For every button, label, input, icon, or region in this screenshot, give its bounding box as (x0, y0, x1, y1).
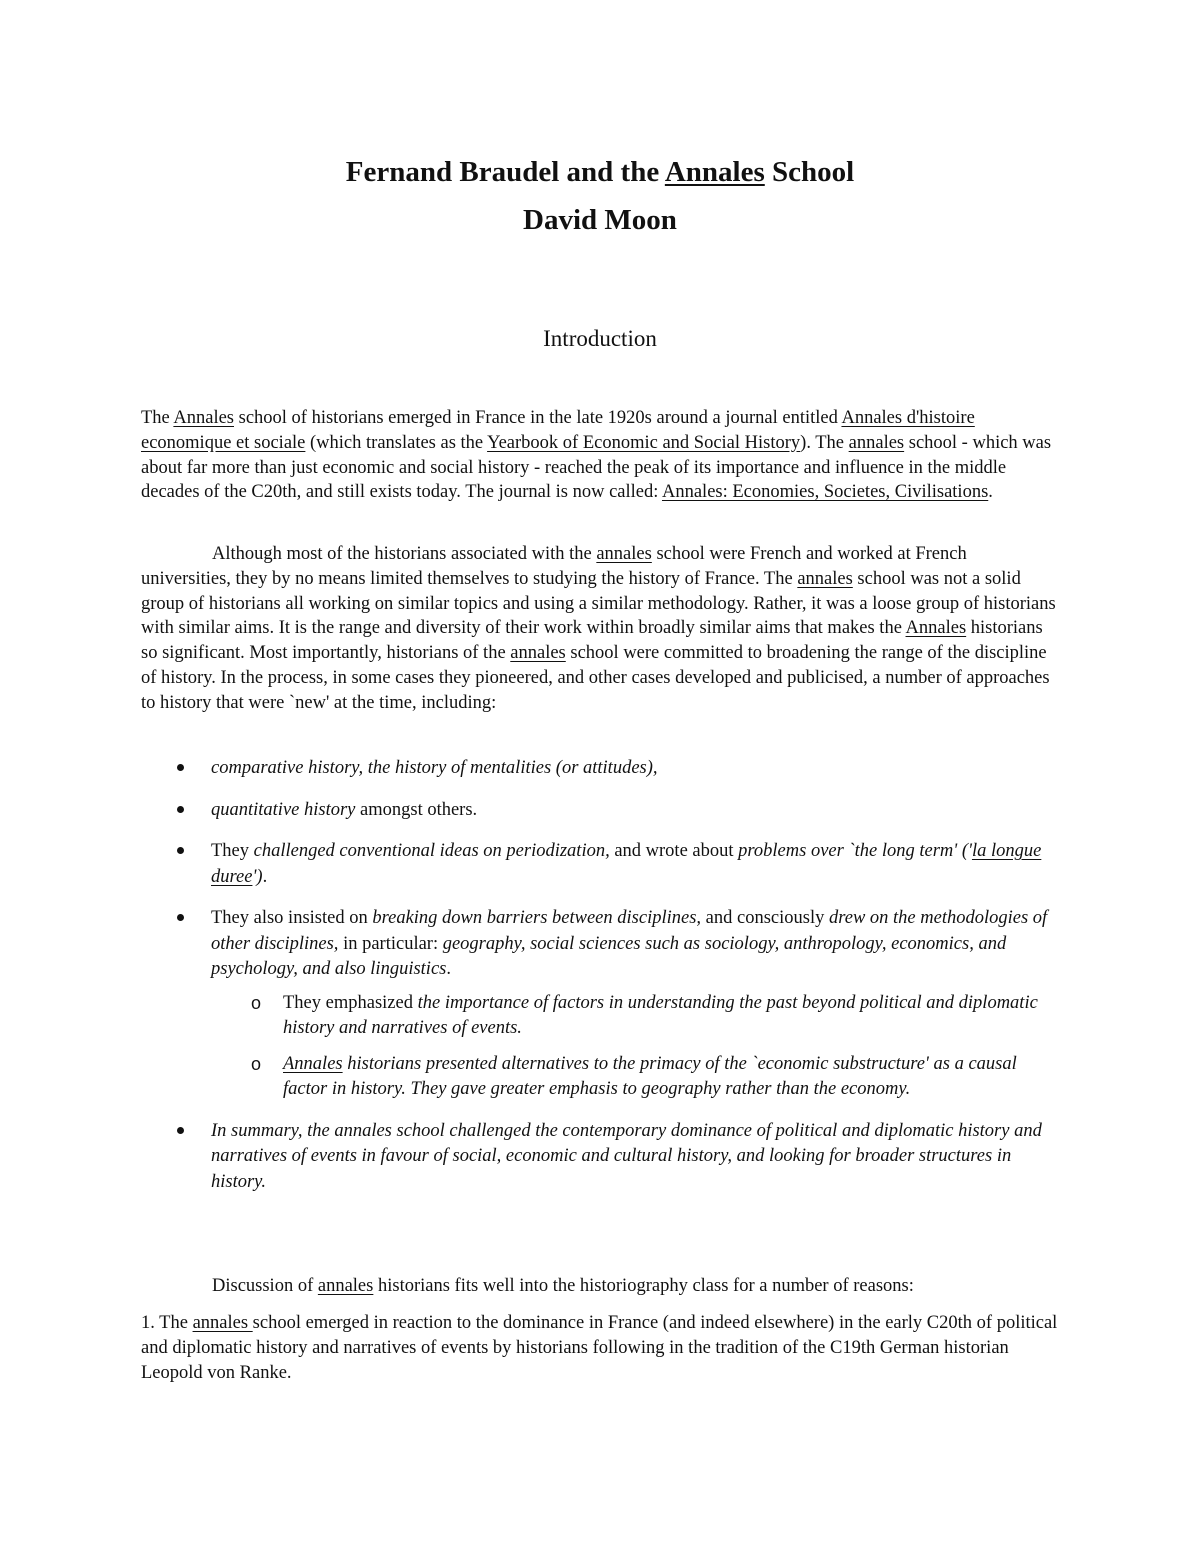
document-author: David Moon (523, 204, 677, 236)
text-run: school were committed to broadening the range of the discipline of history. In the process, in some cases they pioneered, and other cases developed and publicised, a number of approaches to history that were `new' at the time, including: (141, 643, 1050, 713)
text-run: and wrote about (609, 841, 739, 861)
underlined-term: annales (848, 432, 905, 453)
title-text: Fernand Braudel and the (345, 156, 665, 188)
sub-bullet-item (211, 1052, 1061, 1103)
bullet-item (141, 1119, 1061, 1196)
italic-text: problems over `the long term' (' (738, 841, 972, 861)
text-run: school were French and worked at French universities, they by no means limited themselves to studying the history of France. The (141, 544, 967, 589)
text-run: Although most of the historians associated with the (212, 544, 597, 564)
underlined-term: annales (510, 643, 566, 664)
italic-text: drew on the methodologies of other disciplines, (211, 908, 1048, 954)
text-run: amongst others. (355, 799, 478, 820)
text-run: They emphasized (283, 992, 418, 1013)
text-run: ). The (800, 432, 849, 453)
italic-text: breaking down barriers between disciplines, (372, 908, 702, 928)
italic-text: historians presented alternatives to the primacy of the `economic substructure' as a causal factor in history. They gave greater emphasis to geography rather than the economy. (283, 1053, 1017, 1099)
underlined-journal-current-title: Annales: Economies, Societes, Civilisations (661, 482, 989, 503)
bullet-item (141, 839, 1061, 890)
italic-text: geography, social sciences such as sociology, anthropology, economics, and psychology, and also linguistics (211, 933, 1007, 979)
underlined-term: annales (797, 568, 853, 589)
text-run: in particular: (338, 933, 443, 954)
underlined-term: annales (192, 1313, 253, 1333)
text-run: and consciously (701, 908, 829, 928)
italic-text: ') (252, 866, 263, 887)
italic-text: challenged conventional ideas on periodization, (253, 841, 610, 861)
italic-text: comparative history, the history of mentalities (or attitudes), (211, 758, 658, 778)
title-text-end: School (764, 156, 855, 188)
bullet-item (141, 906, 1061, 1103)
text-run: . (262, 866, 268, 887)
italic-text: In summary, the annales school challenged the contemporary dominance of political and diplomatic history and narratives of events in favour of social, economic and cultural history, and looking for broader structures in history. (211, 1120, 1042, 1192)
underlined-term: annales (317, 1276, 374, 1296)
underlined-journal-title: Annales d'histoire economique et sociale (141, 408, 975, 453)
text-run: They also insisted on (211, 908, 373, 928)
sub-bullet-item (211, 991, 1061, 1042)
underlined-term: Annales (173, 408, 234, 428)
underlined-term: Annales (905, 618, 967, 639)
title-annales-underlined: Annales (664, 156, 765, 188)
paragraph-discussion (141, 1274, 1061, 1299)
bullet-item (141, 756, 1061, 782)
text-run: school of historians emerged in France in the late 1920s around a journal entitled (234, 408, 842, 428)
sub-bullet-list (211, 991, 1061, 1103)
underlined-italic-term: la longue duree (211, 841, 1042, 887)
text-run: 1. The (141, 1313, 193, 1333)
section-heading: Introduction (543, 326, 657, 351)
paragraph-intro (141, 406, 1061, 505)
text-run: school - which was about far more than just economic and social history - reached the peak of its importance and influence in the middle decades of the C20th, and still exists today. The journal is now called: (141, 432, 1052, 503)
italic-text: quantitative history (211, 799, 356, 820)
text-run: school was not a solid group of historians all working on similar topics and using a similar methodology. Rather, it was a loose group of historians with similar aims. It is the range and diversity of their work within broadly similar aims that makes the (141, 568, 1056, 639)
italic-text: the importance of factors in understanding the past beyond political and diplomatic history and narratives of events. (283, 992, 1038, 1038)
underlined-term: annales (596, 544, 652, 564)
text-run: . (988, 482, 993, 503)
document-title (0, 155, 1200, 189)
text-run: The (141, 408, 174, 428)
text-run: historians so significant. Most importantly, historians of the (141, 618, 1043, 664)
text-run: Discussion of (212, 1276, 318, 1296)
bullet-item (141, 798, 1061, 824)
text-run: . (446, 959, 451, 979)
underlined-italic-term: Annales (283, 1053, 343, 1074)
text-run: school emerged in reaction to the dominance in France (and indeed elsewhere) in the early C20th of political and diplomatic history and narratives of events by historians following in the tradition of the C19th German historian Leopold von Ranke. (141, 1313, 1058, 1383)
text-run: They (211, 841, 254, 861)
approaches-bullet-list (141, 756, 1061, 1211)
text-run: historians fits well into the historiography class for a number of reasons: (373, 1276, 914, 1296)
numbered-point-1 (141, 1311, 1061, 1385)
text-run: (which translates as the (305, 432, 488, 453)
paragraph-approaches (141, 542, 1061, 716)
underlined-translation: Yearbook of Economic and Social History (487, 432, 801, 453)
